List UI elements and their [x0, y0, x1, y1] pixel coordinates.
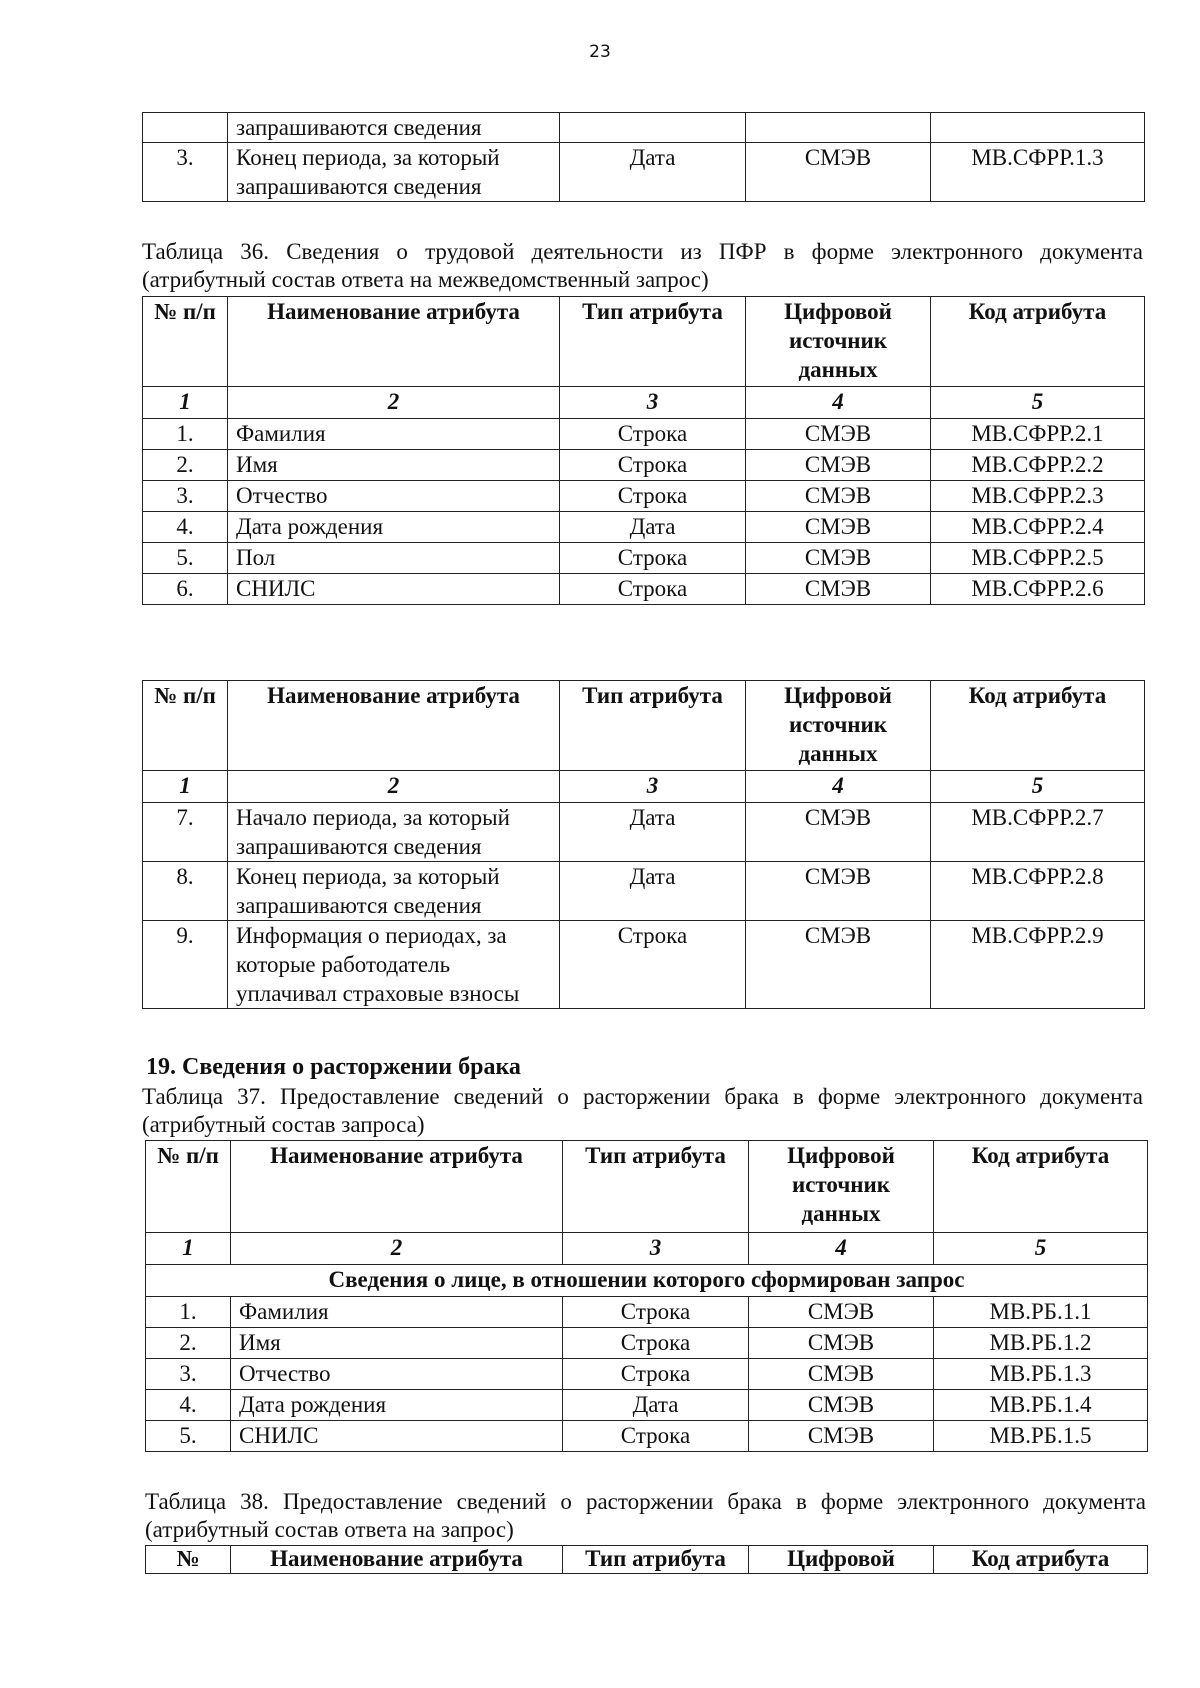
attribute-type: Строка: [563, 1328, 749, 1359]
attribute-name: Фамилия: [228, 419, 560, 450]
attribute-name: Отчество: [228, 481, 560, 512]
header-name: Наименование атрибута: [228, 297, 560, 387]
data-source: СМЭВ: [746, 143, 931, 202]
group-row: Сведения о лице, в отношении которого сформирован запрос: [146, 1265, 1148, 1297]
attribute-code: [931, 113, 1145, 143]
row-number: 5.: [146, 1421, 231, 1452]
attribute-name: Имя: [231, 1328, 563, 1359]
index-cell: 3: [560, 387, 746, 419]
attribute-code: МВ.СФРР.2.2: [931, 450, 1145, 481]
index-cell: 1: [143, 387, 228, 419]
attribute-type: Строка: [560, 419, 746, 450]
row-number: 6.: [143, 574, 228, 605]
table38-caption: Таблица 38. Предоставление сведений о расторжении брака в форме электронного документа (атрибутный состав ответа на запрос): [145, 1489, 1146, 1542]
data-source: [746, 113, 931, 143]
attribute-type: Строка: [563, 1297, 749, 1328]
header-source: Цифровой источник данных: [746, 681, 931, 771]
attribute-name: Конец периода, за который запрашиваются сведения: [228, 143, 560, 202]
index-cell: 4: [746, 387, 931, 419]
index-cell: 5: [934, 1233, 1148, 1265]
attribute-name: СНИЛС: [228, 574, 560, 605]
table-row: [143, 113, 1145, 143]
header-type: Тип атрибута: [560, 681, 746, 771]
attribute-code: МВ.СФРР.2.6: [931, 574, 1145, 605]
row-number: 3.: [143, 481, 228, 512]
index-cell: 5: [931, 387, 1145, 419]
data-source: СМЭВ: [749, 1359, 934, 1390]
table-row: [143, 143, 1145, 202]
header-num: № п/п: [143, 297, 228, 387]
table-row: [143, 543, 1145, 574]
attribute-code: МВ.СФРР.2.8: [931, 862, 1145, 921]
attribute-type: Дата: [563, 1390, 749, 1421]
index-cell: 4: [746, 771, 931, 803]
attribute-type: Дата: [560, 862, 746, 921]
data-source: СМЭВ: [746, 450, 931, 481]
attribute-code: МВ.РБ.1.4: [934, 1390, 1148, 1421]
table-row: [143, 450, 1145, 481]
attribute-code: МВ.СФРР.2.1: [931, 419, 1145, 450]
header-code: Код атрибута: [931, 297, 1145, 387]
section-heading: 19. Сведения о расторжении брака: [146, 1054, 521, 1080]
index-cell: 3: [563, 1233, 749, 1265]
attribute-name: Имя: [228, 450, 560, 481]
data-source: СМЭВ: [749, 1297, 934, 1328]
row-number: 2.: [146, 1328, 231, 1359]
attribute-code: МВ.РБ.1.3: [934, 1359, 1148, 1390]
attribute-type: Дата: [560, 803, 746, 862]
data-source: СМЭВ: [746, 512, 931, 543]
data-source: СМЭВ: [746, 803, 931, 862]
table36-caption: Таблица 36. Сведения о трудовой деятельности из ПФР в форме электронного документа (атрибутный состав ответа на межведомственный запрос): [142, 239, 1143, 292]
header-type: Тип атрибута: [560, 297, 746, 387]
row-number: 7.: [143, 803, 228, 862]
header-name: Наименование атрибута: [231, 1141, 563, 1233]
attribute-type: Строка: [560, 450, 746, 481]
attribute-code: МВ.СФРР.2.7: [931, 803, 1145, 862]
table-row: [143, 574, 1145, 605]
header-type: Тип атрибута: [563, 1546, 749, 1574]
row-number: 1.: [146, 1297, 231, 1328]
attribute-name: Отчество: [231, 1359, 563, 1390]
table-row: [146, 1390, 1148, 1421]
table37-caption: Таблица 37. Предоставление сведений о расторжении брака в форме электронного документа (атрибутный состав запроса): [142, 1084, 1143, 1137]
attribute-name: Информация о периодах, за которые работодатель уплачивал страховые взносы: [228, 921, 560, 1009]
table-row: [143, 862, 1145, 921]
attribute-type: Дата: [560, 143, 746, 202]
header-code: Код атрибута: [931, 681, 1145, 771]
attribute-code: МВ.СФРР.2.9: [931, 921, 1145, 1009]
data-source: СМЭВ: [746, 481, 931, 512]
continuation-table: [142, 112, 1145, 202]
table-row: [143, 512, 1145, 543]
table36: [142, 296, 1145, 605]
row-number: [143, 113, 228, 143]
attribute-type: Строка: [560, 543, 746, 574]
attribute-code: МВ.РБ.1.2: [934, 1328, 1148, 1359]
row-number: 1.: [143, 419, 228, 450]
row-number: 3.: [143, 143, 228, 202]
data-source: СМЭВ: [749, 1390, 934, 1421]
attribute-type: Дата: [560, 512, 746, 543]
attribute-name: СНИЛС: [231, 1421, 563, 1452]
table-row: [143, 419, 1145, 450]
table-row: [146, 1359, 1148, 1390]
data-source: СМЭВ: [749, 1421, 934, 1452]
attribute-code: МВ.СФРР.2.3: [931, 481, 1145, 512]
header-num: № п/п: [146, 1141, 231, 1233]
row-number: 2.: [143, 450, 228, 481]
table-row: [146, 1297, 1148, 1328]
index-cell: 2: [228, 771, 560, 803]
attribute-name: запрашиваются сведения: [228, 113, 560, 143]
attribute-type: Строка: [560, 921, 746, 1009]
header-type: Тип атрибута: [563, 1141, 749, 1233]
table37: [145, 1140, 1148, 1452]
table-row: [143, 481, 1145, 512]
table36-continued: [142, 680, 1145, 1009]
attribute-type: Строка: [563, 1421, 749, 1452]
attribute-type: Строка: [560, 481, 746, 512]
table-row: [143, 921, 1145, 1009]
data-source: СМЭВ: [746, 921, 931, 1009]
row-number: 8.: [143, 862, 228, 921]
attribute-name: Начало периода, за который запрашиваются сведения: [228, 803, 560, 862]
header-name: Наименование атрибута: [228, 681, 560, 771]
attribute-name: Дата рождения: [228, 512, 560, 543]
index-cell: 2: [228, 387, 560, 419]
attribute-code: МВ.СФРР.2.5: [931, 543, 1145, 574]
attribute-type: Строка: [560, 574, 746, 605]
row-number: 4.: [146, 1390, 231, 1421]
attribute-code: МВ.РБ.1.1: [934, 1297, 1148, 1328]
table38: [145, 1545, 1148, 1574]
data-source: СМЭВ: [746, 574, 931, 605]
row-number: 3.: [146, 1359, 231, 1390]
header-source: Цифровой источник данных: [746, 297, 931, 387]
table-row: [146, 1421, 1148, 1452]
data-source: СМЭВ: [749, 1328, 934, 1359]
data-source: СМЭВ: [746, 543, 931, 574]
data-source: СМЭВ: [746, 419, 931, 450]
attribute-name: Конец периода, за который запрашиваются сведения: [228, 862, 560, 921]
row-number: 9.: [143, 921, 228, 1009]
header-code: Код атрибута: [934, 1546, 1148, 1574]
attribute-name: Дата рождения: [231, 1390, 563, 1421]
attribute-type: [560, 113, 746, 143]
header-name: Наименование атрибута: [231, 1546, 563, 1574]
table-row: [146, 1328, 1148, 1359]
header-code: Код атрибута: [934, 1141, 1148, 1233]
index-cell: 3: [560, 771, 746, 803]
index-cell: 2: [231, 1233, 563, 1265]
index-cell: 4: [749, 1233, 934, 1265]
header-num: №: [146, 1546, 231, 1574]
attribute-code: МВ.РБ.1.5: [934, 1421, 1148, 1452]
attribute-type: Строка: [563, 1359, 749, 1390]
header-num: № п/п: [143, 681, 228, 771]
page-number: 23: [589, 42, 611, 62]
attribute-code: МВ.СФРР.1.3: [931, 143, 1145, 202]
attribute-name: Пол: [228, 543, 560, 574]
header-source: Цифровой: [749, 1546, 934, 1574]
row-number: 4.: [143, 512, 228, 543]
index-cell: 1: [146, 1233, 231, 1265]
attribute-code: МВ.СФРР.2.4: [931, 512, 1145, 543]
index-cell: 5: [931, 771, 1145, 803]
attribute-name: Фамилия: [231, 1297, 563, 1328]
index-cell: 1: [143, 771, 228, 803]
row-number: 5.: [143, 543, 228, 574]
data-source: СМЭВ: [746, 862, 931, 921]
table-row: [143, 803, 1145, 862]
header-source: Цифровой источник данных: [749, 1141, 934, 1233]
